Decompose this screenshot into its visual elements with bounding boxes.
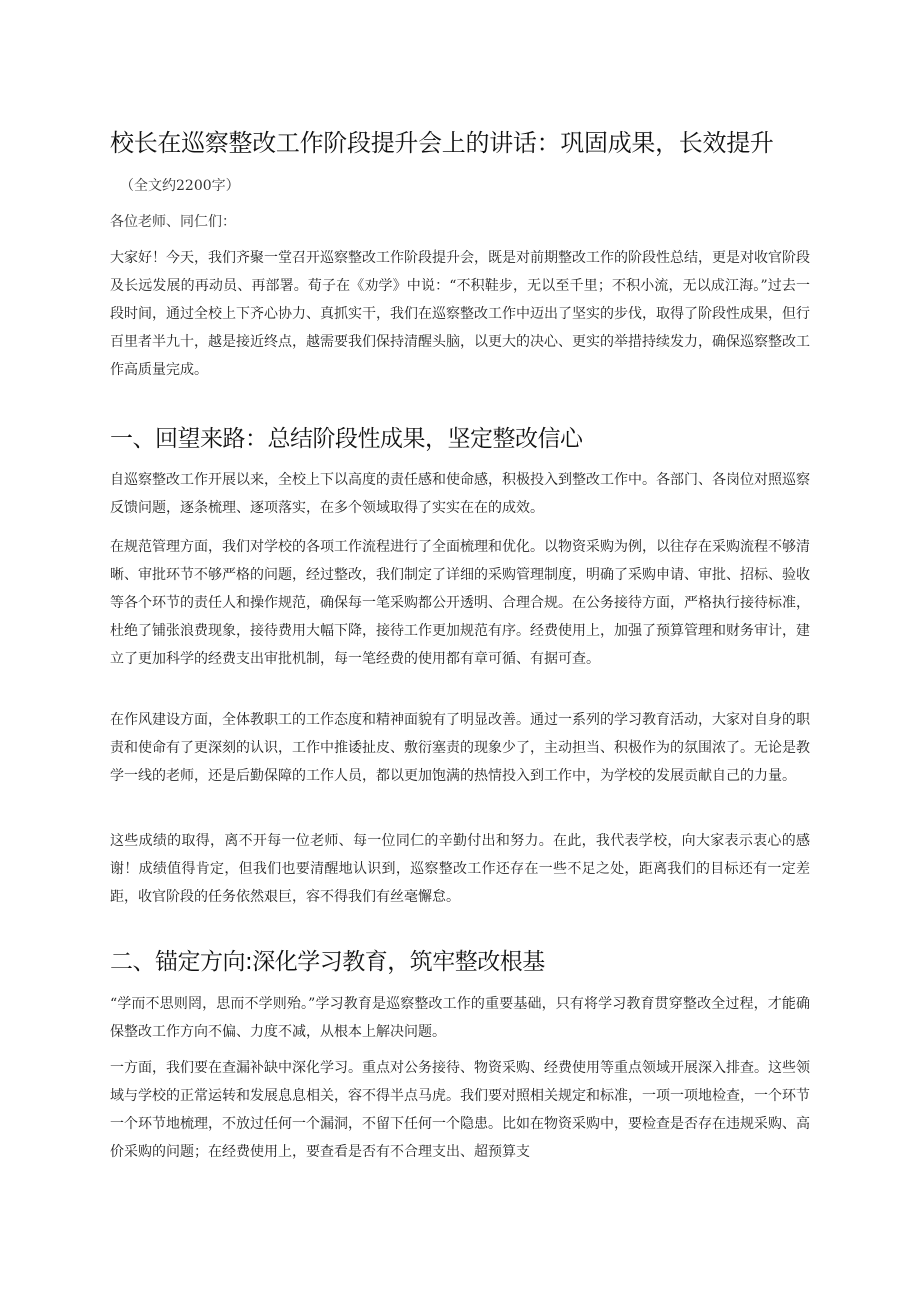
section-1-paragraph-4: 这些成绩的取得，离不开每一位老师、每一位同仁的辛勤付出和努力。在此，我代表学校，向大家表示衷心的感谢！成绩值得肯定，但我们也要清醒地认识到，巡察整改工作还存在一些不足之处，距离我们的目标还有一定差距，收官阶段的任务依然艰巨，容不得我们有丝毫懈怠。 bbox=[110, 833, 810, 905]
section-2-paragraph-1: “学而不思则罔，思而不学则殆。”学习教育是巡察整改工作的重要基础，只有将学习教育贯穿整改全过程，才能确保整改工作方向不偏、力度不减，从根本上解决问题。 bbox=[110, 996, 810, 1040]
section-1-heading: 一、回望来路：总结阶段性成果，坚定整改信心 bbox=[110, 426, 583, 452]
section-1-paragraph-3: 在作风建设方面，全体教职工的工作态度和精神面貌有了明显改善。通过一系列的学习教育活动，大家对自身的职责和使命有了更深刻的认识，工作中推诿扯皮、敷衍塞责的现象少了，主动担当、积极作为的氛围浓了。无论是教学一线的老师，还是后勤保障的工作人员，都以更加饱满的热情投入到工作中，为学校的发展贡献自己的力量。 bbox=[110, 712, 810, 784]
section-2-heading: 二、锚定方向:深化学习教育，筑牢整改根基 bbox=[110, 949, 545, 975]
salutation: 各位老师、同仁们： bbox=[110, 214, 236, 230]
section-1-paragraph-2: 在规范管理方面，我们对学校的各项工作流程进行了全面梳理和优化。以物资采购为例，以往存在采购流程不够清晰、审批环节不够严格的问题，经过整改，我们制定了详细的采购管理制度，明确了采购申请、审批、招标、验收等各个环节的责任人和操作规范，确保每一笔采购都公开透明、合理合规。在公务接待方面，严格执行接待标准，杜绝了铺张浪费现象，接待费用大幅下降，接待工作更加规范有序。经费使用上，加强了预算管理和财务审计，建立了更加科学的经费支出审批机制，每一笔经费的使用都有章可循、有据可查。 bbox=[110, 539, 810, 667]
section-1-paragraph-1: 自巡察整改工作开展以来，全校上下以高度的责任感和使命感，积极投入到整改工作中。各部门、各岗位对照巡察反馈问题，逐条梳理、逐项落实，在多个领域取得了实实在在的成效。 bbox=[110, 472, 810, 516]
word-count-note: （全文约2200字） bbox=[120, 178, 240, 194]
intro-paragraph: 大家好！今天，我们齐聚一堂召开巡察整改工作阶段提升会，既是对前期整改工作的阶段性总结，更是对收官阶段及长远发展的再动员、再部署。荀子在《劝学》中说：“不积鞋步，无以至千里；不积小流，无以成江海。”过去一段时间，通过全校上下齐心协力、真抓实干，我们在巡察整改工作中迈出了坚实的步伐，取得了阶段性成果，但行百里者半九十，越是接近终点，越需要我们保持清醒头脑，以更大的决心、更实的举措持续发力，确保巡察整改工作高质量完成。 bbox=[110, 250, 810, 378]
document-title: 校长在巡察整改工作阶段提升会上的讲话：巩固成果，长效提升 bbox=[110, 129, 774, 157]
section-2-paragraph-2: 一方面，我们要在查漏补缺中深化学习。重点对公务接待、物资采购、经费使用等重点领域开展深入排查。这些领域与学校的正常运转和发展息息相关，容不得半点马虎。我们要对照相关规定和标准，一项一项地检查，一个环节一个环节地梳理，不放过任何一个漏洞，不留下任何一个隐患。比如在物资采购中，要检查是否存在违规采购、高价采购的问题；在经费使用上，要查看是否有不合理支出、超预算支 bbox=[110, 1060, 810, 1160]
